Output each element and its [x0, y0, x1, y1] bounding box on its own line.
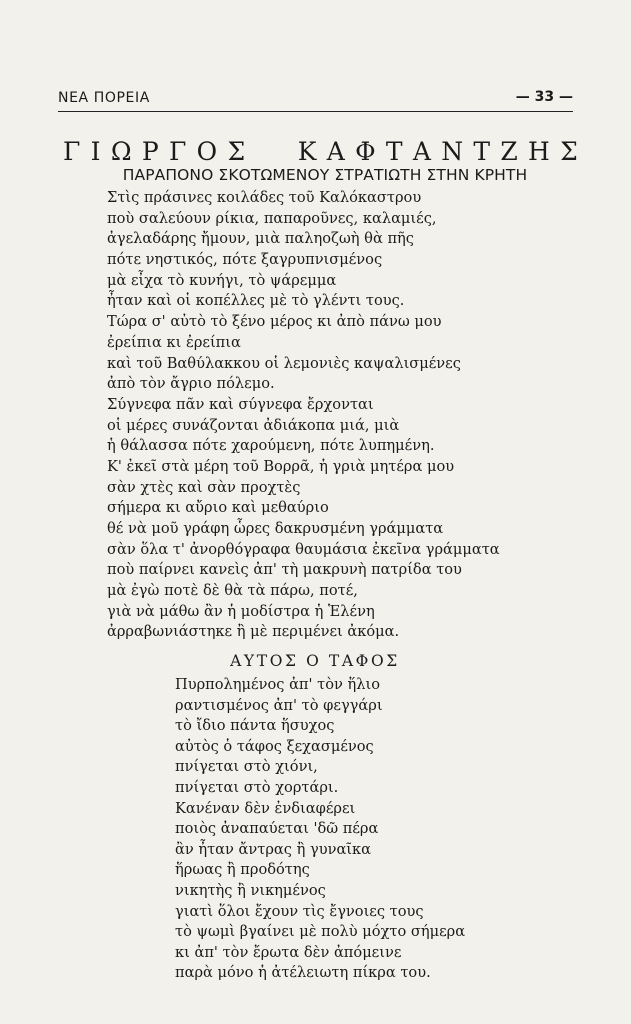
- author-letter: Ν: [441, 137, 464, 166]
- poem-line: νικητὴς ἢ νικημένος: [175, 881, 326, 899]
- author-letter: Φ: [355, 137, 376, 166]
- poem-line: κι ἀπ' τὸν ἔρωτα δὲν ἀπόμεινε: [175, 943, 402, 961]
- poem-line: Κανέναν δὲν ἐνδιαφέρει: [175, 799, 356, 817]
- poem-line: ἀγελαδάρης ἤμουν, μιὰ παληοζωὴ θὰ πῆς: [107, 230, 414, 248]
- poem-line: πνίγεται στὸ χορτάρι.: [175, 778, 339, 796]
- page-number: — 33 —: [515, 89, 573, 105]
- author-letter: Ρ: [141, 137, 159, 166]
- author-letter: Σ: [227, 137, 246, 166]
- author-letter: Ι: [90, 137, 101, 166]
- poem-line: ἀπὸ τὸν ἄγριο πόλεμο.: [107, 375, 275, 393]
- poem-title: ΠΑΡΑΠΟΝΟ ΣΚΟΤΩΜΕΝΟΥ ΣΤΡΑΤΙΩΤΗ ΣΤΗΝ ΚΡΗΤΗ: [122, 166, 528, 184]
- poem-line: ποὺ παίρνει κανεὶς ἀπ' τὴ μακρυνὴ πατρίδα του: [107, 561, 462, 579]
- poem-line: ποὺ σαλεύουν ρίκια, παπαροῦνες, καλαμιές,: [107, 209, 437, 227]
- running-header: [58, 82, 573, 112]
- poem-line: πνίγεται στὸ χιόνι,: [175, 758, 318, 776]
- poem-line: μὰ ἐγὼ ποτὲ δὲ θὰ τὰ πάρω, ποτέ,: [107, 582, 358, 600]
- poem-body: [107, 188, 500, 643]
- header-rule: [58, 111, 573, 112]
- poem-line: Σύγνεφα πᾶν καὶ σύγνεφα ἔρχονται: [107, 395, 374, 413]
- author-letter: Σ: [560, 137, 578, 166]
- author-letter: Γ: [63, 137, 81, 166]
- poem-body: [175, 675, 465, 984]
- poem-line: οἱ μέρες συνάζονται ἀδιάκοπα μιά, μιὰ: [107, 416, 400, 434]
- author-letter: Η: [528, 137, 550, 166]
- poem-line: γιὰ νὰ μάθω ἂν ἡ μοδίστρα ἡ Ἑλένη: [107, 602, 375, 620]
- poem-line: ἂν ἦταν ἄντρας ἢ γυναῖκα: [175, 840, 371, 858]
- author-name: [63, 137, 578, 167]
- author-letter: Ζ: [500, 137, 518, 166]
- author-letter: Α: [412, 137, 431, 166]
- journal-title: ΝΕΑ ΠΟΡΕΙΑ: [58, 90, 150, 106]
- poem-line: ποιὸς ἀναπαύεται 'δῶ πέρα: [175, 820, 379, 838]
- poem-title: ΑΥΤΟΣ Ο ΤΑΦΟΣ: [230, 652, 400, 670]
- author-letter: Γ: [169, 137, 187, 166]
- poem-line: πότε νηστικός, πότε ξαγρυπνισμένος: [107, 251, 383, 269]
- author-letter: Τ: [385, 137, 403, 166]
- poem-line: Πυρπολημένος ἀπ' τὸν ἥλιο: [175, 676, 381, 693]
- poem-line: γιατὶ ὅλοι ἔχουν τὶς ἔγνοιες τους: [175, 902, 424, 920]
- poem-line: ἡ θάλασσα πότε χαρούμενη, πότε λυπημένη.: [107, 437, 435, 455]
- author-letter: Ο: [196, 137, 218, 166]
- poem-line: σὰν χτὲς καὶ σὰν προχτὲς: [107, 478, 301, 496]
- poem-line: Στὶς πράσινες κοιλάδες τοῦ Καλόκαστρου: [107, 189, 422, 206]
- poem-line: αὐτὸς ὁ τάφος ξεχασμένος: [175, 737, 374, 755]
- poem-line: θέ νὰ μοῦ γράφη ὧρες δακρυσμένη γράμματα: [107, 520, 444, 537]
- poem-line: ἦταν καὶ οἱ κοπέλλες μὲ τὸ γλέντι τους.: [107, 292, 405, 310]
- poem-line: μὰ εἶχα τὸ κυνήγι, τὸ ψάρεμμα: [107, 271, 337, 289]
- poem-line: Κ' ἐκεῖ στὰ μέρη τοῦ Βορρᾶ, ἡ γριὰ μητέρα μου: [107, 457, 455, 475]
- poem-line: ραντισμένος ἀπ' τὸ φεγγάρι: [175, 696, 383, 714]
- author-letter: Κ: [297, 137, 317, 166]
- poem-line: σὰν ὅλα τ' ἀνορθόγραφα θαυμάσια ἐκεῖνα γράμματα: [107, 540, 500, 558]
- poem-line: καὶ τοῦ Βαθύλακκου οἱ λεμονιὲς καψαλισμένες: [107, 354, 461, 372]
- poem-line: τὸ ψωμὶ βγαίνει μὲ πολὺ μόχτο σήμερα: [175, 923, 466, 941]
- poem-line: ἐρείπια κι ἐρείπια: [107, 333, 241, 351]
- author-letter: Α: [326, 137, 345, 166]
- poem-line: ἀρραβωνιάστηκε ἢ μὲ περιμένει ἀκόμα.: [107, 623, 400, 641]
- poem-line: σήμερα κι αὔριο καὶ μεθαύριο: [107, 499, 329, 517]
- poem-line: τὸ ἴδιο πάντα ἥσυχος: [175, 717, 335, 735]
- poem-line: ἥρωας ἢ προδότης: [175, 861, 310, 879]
- author-name-gap: [255, 137, 287, 167]
- poem-line: παρὰ μόνο ἡ ἀτέλειωτη πίκρα του.: [175, 964, 431, 982]
- poem-line: Τώρα σ' αὐτὸ τὸ ξένο μέρος κι ἀπὸ πάνω μου: [107, 313, 442, 331]
- author-letter: Ω: [110, 137, 132, 166]
- author-letter: Τ: [473, 137, 491, 166]
